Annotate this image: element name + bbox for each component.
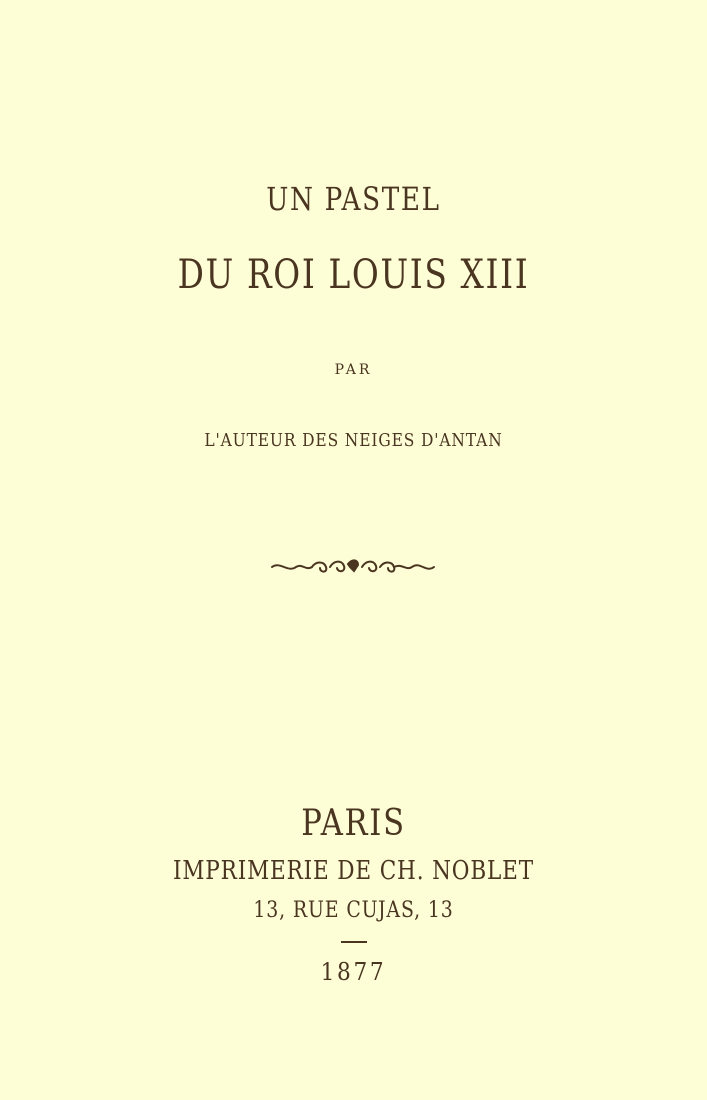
title-line-2: DU ROI LOUIS XIII (177, 252, 530, 298)
imprint-printer: IMPRIMERIE DE CH. NOBLET (173, 856, 534, 886)
byline-author: L'AUTEUR DES NEIGES D'ANTAN (204, 430, 503, 451)
byline-par: PAR (334, 362, 373, 378)
imprint-year: 1877 (320, 958, 387, 986)
separator-dash (341, 941, 367, 943)
scroll-ornament-icon (270, 555, 436, 579)
imprint-city: PARIS (301, 803, 406, 844)
imprint-address: 13, RUE CUJAS, 13 (253, 898, 454, 923)
title-line-1: UN PASTEL (266, 180, 441, 218)
